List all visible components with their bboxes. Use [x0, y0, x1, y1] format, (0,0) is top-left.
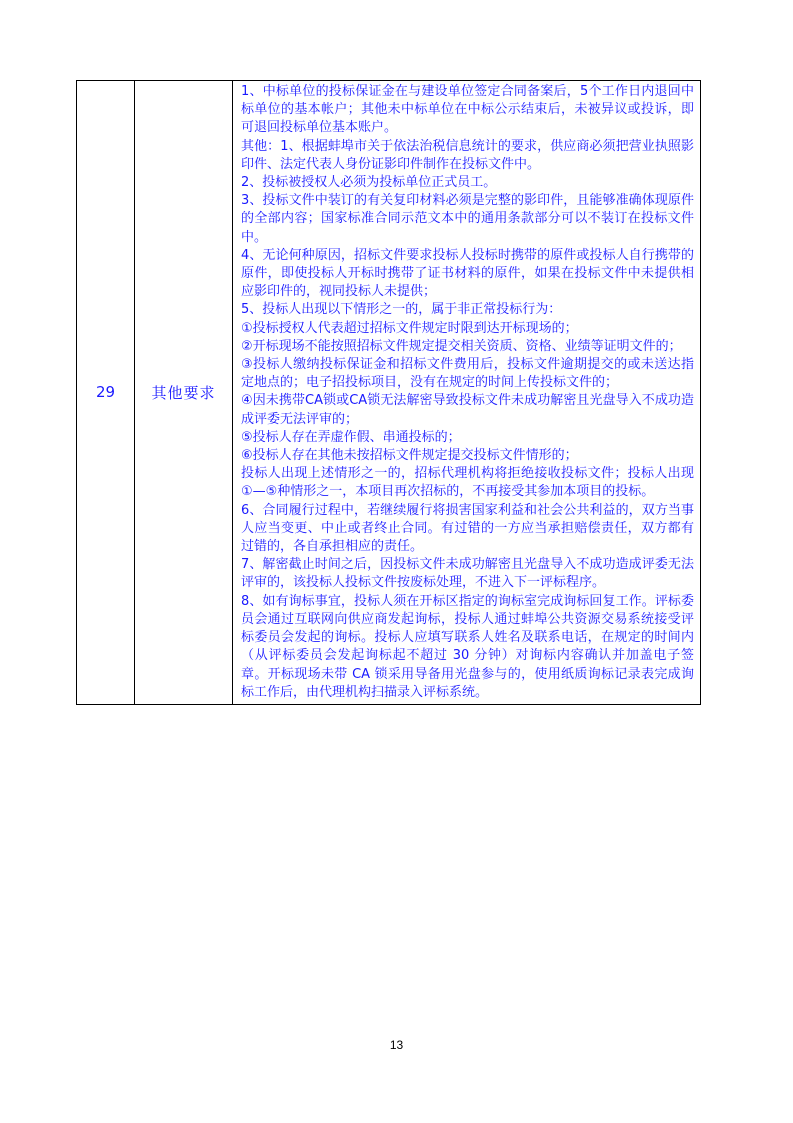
content-paragraph: ⑤投标人存在弄虚作假、串通投标的；: [241, 429, 461, 445]
requirements-table: [76, 80, 701, 705]
content-paragraph: ②开标现场不能按照招标文件规定提交相关资质、资格、业绩等证明文件的；: [241, 338, 682, 354]
row-content: [233, 81, 701, 705]
row-number: 29: [77, 81, 135, 705]
content-paragraph: 1、中标单位的投标保证金在与建设单位签定合同备案后，5个工作日内退回中标单位的基本帐户；其他未中标单位在中标公示结束后，未被异议或投诉，即可退回投标单位基本账户。: [241, 84, 694, 136]
content-paragraph: 3、投标文件中装订的有关复印材料必须是完整的影印件，且能够准确体现原件的全部内容；国家标准合同示范文本中的通用条款部分可以不装订在投标文件中。: [241, 193, 694, 245]
content-paragraph: ③投标人缴纳投标保证金和招标文件费用后，投标文件逾期提交的或未送达指定地点的；电子招投标项目，没有在规定的时间上传投标文件的；: [241, 357, 694, 391]
content-paragraph: 其他：1、根据蚌埠市关于依法治税信息统计的要求，供应商必须把营业执照影印件、法定代表人身份证影印件制作在投标文件中。: [241, 138, 694, 172]
table-row: [77, 81, 701, 705]
content-paragraph: 2、投标被授权人必须为投标单位正式员工。: [241, 175, 497, 191]
page-number: 13: [389, 1038, 404, 1052]
content-paragraph: 投标人出现上述情形之一的，招标代理机构将拒绝接收投标文件；投标人出现①—⑤种情形之一，本项目再次招标的，不再接受其参加本项目的投标。: [241, 466, 694, 500]
content-paragraph: ⑥投标人存在其他未按招标文件规定提交投标文件情形的；: [241, 448, 578, 464]
content-paragraph: ①投标授权人代表超过招标文件规定时限到达开标现场的；: [241, 320, 578, 336]
content-paragraph: ④因未携带CA锁或CA锁无法解密导致投标文件未成功解密且光盘导入不成功造成评委无法评审的；: [241, 393, 694, 427]
content-paragraph: 4、无论何种原因，招标文件要求投标人投标时携带的原件或投标人自行携带的原件，即使投标人开标时携带了证书材料的原件，如果在投标文件中未提供相应影印件的，视同投标人未提供；: [241, 247, 694, 300]
row-item-name: 其他要求: [135, 81, 233, 705]
content-paragraph: 6、合同履行过程中，若继续履行将损害国家利益和社会公共利益的，双方当事人应当变更、中止或者终止合同。有过错的一方应当承担赔偿责任，双方都有过错的，各自承担相应的责任。: [241, 502, 694, 555]
content-paragraph: 7、解密截止时间之后，因投标文件未成功解密且光盘导入不成功造成评委无法评审的，该投标人投标文件按废标处理，不进入下一评标程序。: [241, 557, 694, 591]
content-paragraph: 5、投标人出现以下情形之一的，属于非正常投标行为：: [241, 302, 562, 318]
content-paragraph: 8、如有询标事宜，投标人须在开标区指定的询标室完成询标回复工作。评标委员会通过互联网向供应商发起询标，投标人通过蚌埠公共资源交易系统接受评标委员会发起的询标。投标人应填写联系人姓名及联系电话，在规定的时间内（从评标委员会发起询标起不超过 30 分钟）对询标内容确认并加盖电子签章。开标现场未带 CA 锁采用导备用光盘参与的，使用纸质询标记录表完成询标工作后，由代理机构扫描录入评标系统。: [241, 593, 694, 700]
